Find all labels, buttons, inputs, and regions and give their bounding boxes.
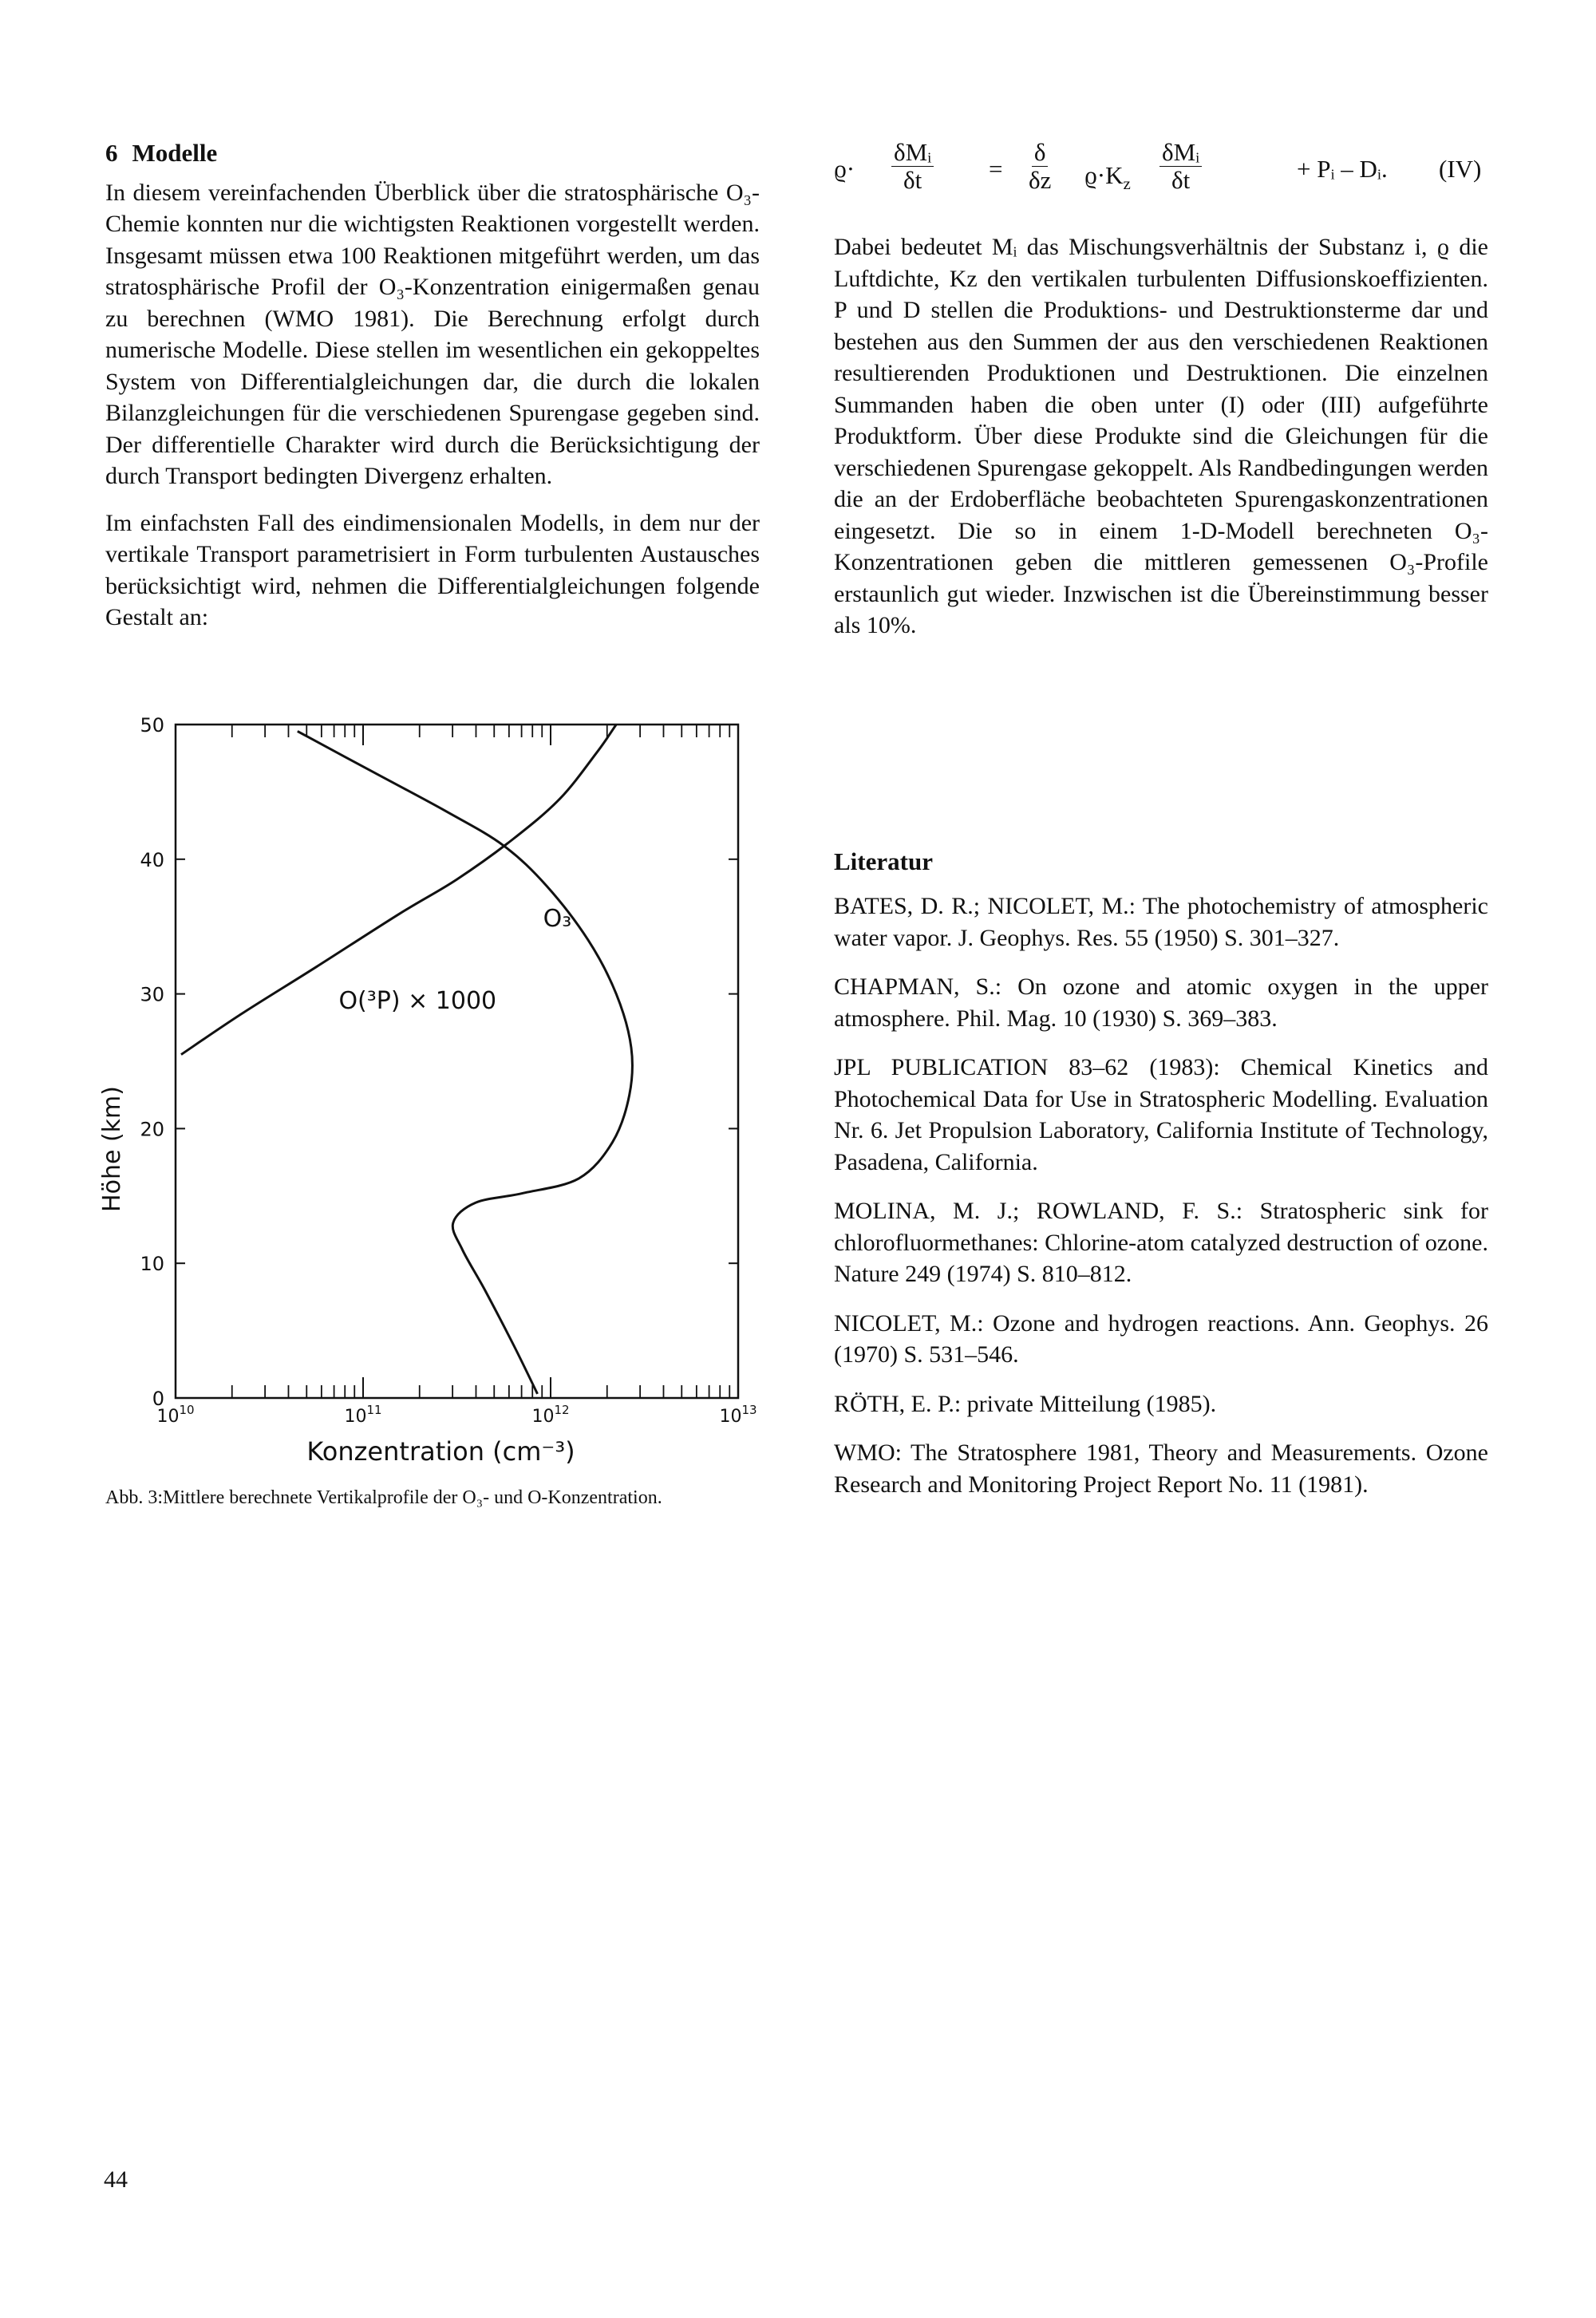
reference-item: CHAPMAN, S.: On ozone and atomic oxygen in the upper atmosphere. Phil. Mag. 10 (1930) S. 369–383. [834,973,1488,1032]
reference-item: NICOLET, M.: Ozone and hydrogen reactions. Ann. Geophys. 26 (1970) S. 531–546. [834,1309,1488,1368]
literature-heading: Literatur [834,847,933,875]
atomic-oxygen-series-label: O(³P) × 1000 [338,987,497,1016]
reference-item: WMO: The Stratosphere 1981, Theory and Measurements. Ozone Research and Monitoring Project Report No. 11 (1981). [834,1439,1488,1498]
x-axis-title: Konzentration (cm⁻³) [306,1436,575,1467]
y-tick-label: 0 [152,1388,164,1410]
reference-item: BATES, D. R.; NICOLET, M.: The photochemistry of atmospheric water vapor. J. Geophys. Res. 55 (1950) S. 301–327. [834,893,1488,951]
eq-dmi-2: δMᵢ [1159,139,1202,167]
eq-label: (IV) [1439,155,1482,183]
eq-fraction-d-dz [1029,139,1051,194]
reference-item: MOLINA, M. J.; ROWLAND, F. S.: Stratospheric sink for chlorofluormethanes: Chlorine-atom catalyzed destruction of ozone. Nature 249 (1974) S. 810–812. [834,1198,1488,1287]
profile-chart [80,702,782,1468]
eq-dt: δt [903,166,922,194]
eq-dt-2: δt [1171,166,1191,194]
paragraph-models: In diesem vereinfachenden Überblick über die stratosphärische O₃-Chemie konnten nur die wichtigsten Reaktionen vorgestellt werden. Insgesamt müssen etwa 100 Reaktionen mitgeführt werden, um das stratosphärische Profil der O₃-Konzentration einigermaßen genau zu berechnen (WMO 1981). Die Berechnung erfolgt durch numerische Modelle. Diese stellen im wesentlichen ein gekoppeltes System von Differentialgleichungen dar, die durch die lokalen Bilanzgleichungen für die verschiedenen Spurengase gegeben sind. Der differentielle Charakter wird durch die Berücksichtigung der durch Transport bedingten Divergenz erhalten. [105,179,760,489]
ozone-profile-line [298,731,633,1394]
paragraph-one-d-model: Im einfachsten Fall des eindimensionalen Modells, in dem nur der vertikale Transport parametrisiert in Form turbulenten Austausches berücksichtigt wird, nehmen die Differentialgleichungen folgende Gestalt an: [105,509,760,630]
paragraph-explanation: Dabei bedeutet Mᵢ das Mischungsverhältnis der Substanz i, ϱ die Luftdichte, Kz den vertikalen turbulenten Diffusionskoeffizienten. P und D stellen die Produktions- und Destruktionsterme dar und bestehen aus den Summen der aus den verschiedenen Reaktionen resultierenden Produktionen und Destruktionen. Die einzelnen Summanden haben die oben unter (I) oder (III) aufgeführte Produktform. Über diese Produkte sind die Gleichungen für die verschiedenen Spurengase gekoppelt. Als Randbedingungen werden die an der Erdoberfläche beobachteten Spurengaskonzentrationen eingesetzt. Die so in einem 1-D-Modell berechneten O₃-Konzentrationen geben die mittleren gemessenen O₃-Profile erstaunlich gut wieder. Inzwischen ist die Übereinstimmung besser als 10%. [834,234,1488,638]
y-tick-label: 20 [140,1118,164,1141]
page-number: 44 [104,2166,128,2193]
eq-fraction-dmi-dt [891,139,934,194]
eq-fraction-dmi-dt-2 [1159,139,1202,194]
reference-item: RÖTH, E. P.: private Mitteilung (1985). [834,1390,1217,1417]
eq-kz-sub: z [1123,174,1131,194]
x-tick-label: $10^{10}$ [156,1403,195,1427]
y-tick-label: 50 [140,714,164,736]
x-tick-label: $10^{11}$ [344,1403,382,1427]
ozone-series-label: O₃ [543,905,572,934]
eq-dmi: δMᵢ [891,139,934,167]
literature-section [834,847,1488,1518]
eq-middle: ϱ·K [1084,161,1124,189]
caption-text: Mittlere berechnete Vertikalprofile der O₃- und O-Konzentration. [163,1487,662,1508]
figure-caption [105,1484,760,1511]
y-tick-label: 40 [140,848,164,871]
eq-rho-k [1084,161,1131,194]
x-tick-label: $10^{13}$ [719,1403,757,1427]
eq-rho: ϱ· [834,155,855,183]
eq-equals: = [989,155,1003,183]
x-tick-label: $10^{12}$ [531,1403,570,1427]
left-column [105,137,760,649]
plot-frame [176,725,738,1398]
y-tick-label: 10 [140,1253,164,1276]
caption-label: Abb. 3: [105,1487,163,1508]
section-heading [105,137,760,169]
eq-d: δ [1032,139,1049,167]
section-number: 6 [105,139,118,167]
y-tick-label: 30 [140,983,164,1006]
equation-iv [834,137,1488,204]
right-column [834,231,1488,657]
eq-dz: δz [1029,166,1052,194]
section-title: Modelle [132,139,218,167]
eq-tail: + Pᵢ – Dᵢ. [1297,155,1388,183]
y-axis-title: Höhe (km) [98,1086,126,1212]
reference-item: JPL PUBLICATION 83–62 (1983): Chemical Kinetics and Photochemical Data for Use in Stratospheric Modelling. Evaluation Nr. 6. Jet Propulsion Laboratory, California Institute of Technology, Pasadena, California. [834,1054,1488,1175]
